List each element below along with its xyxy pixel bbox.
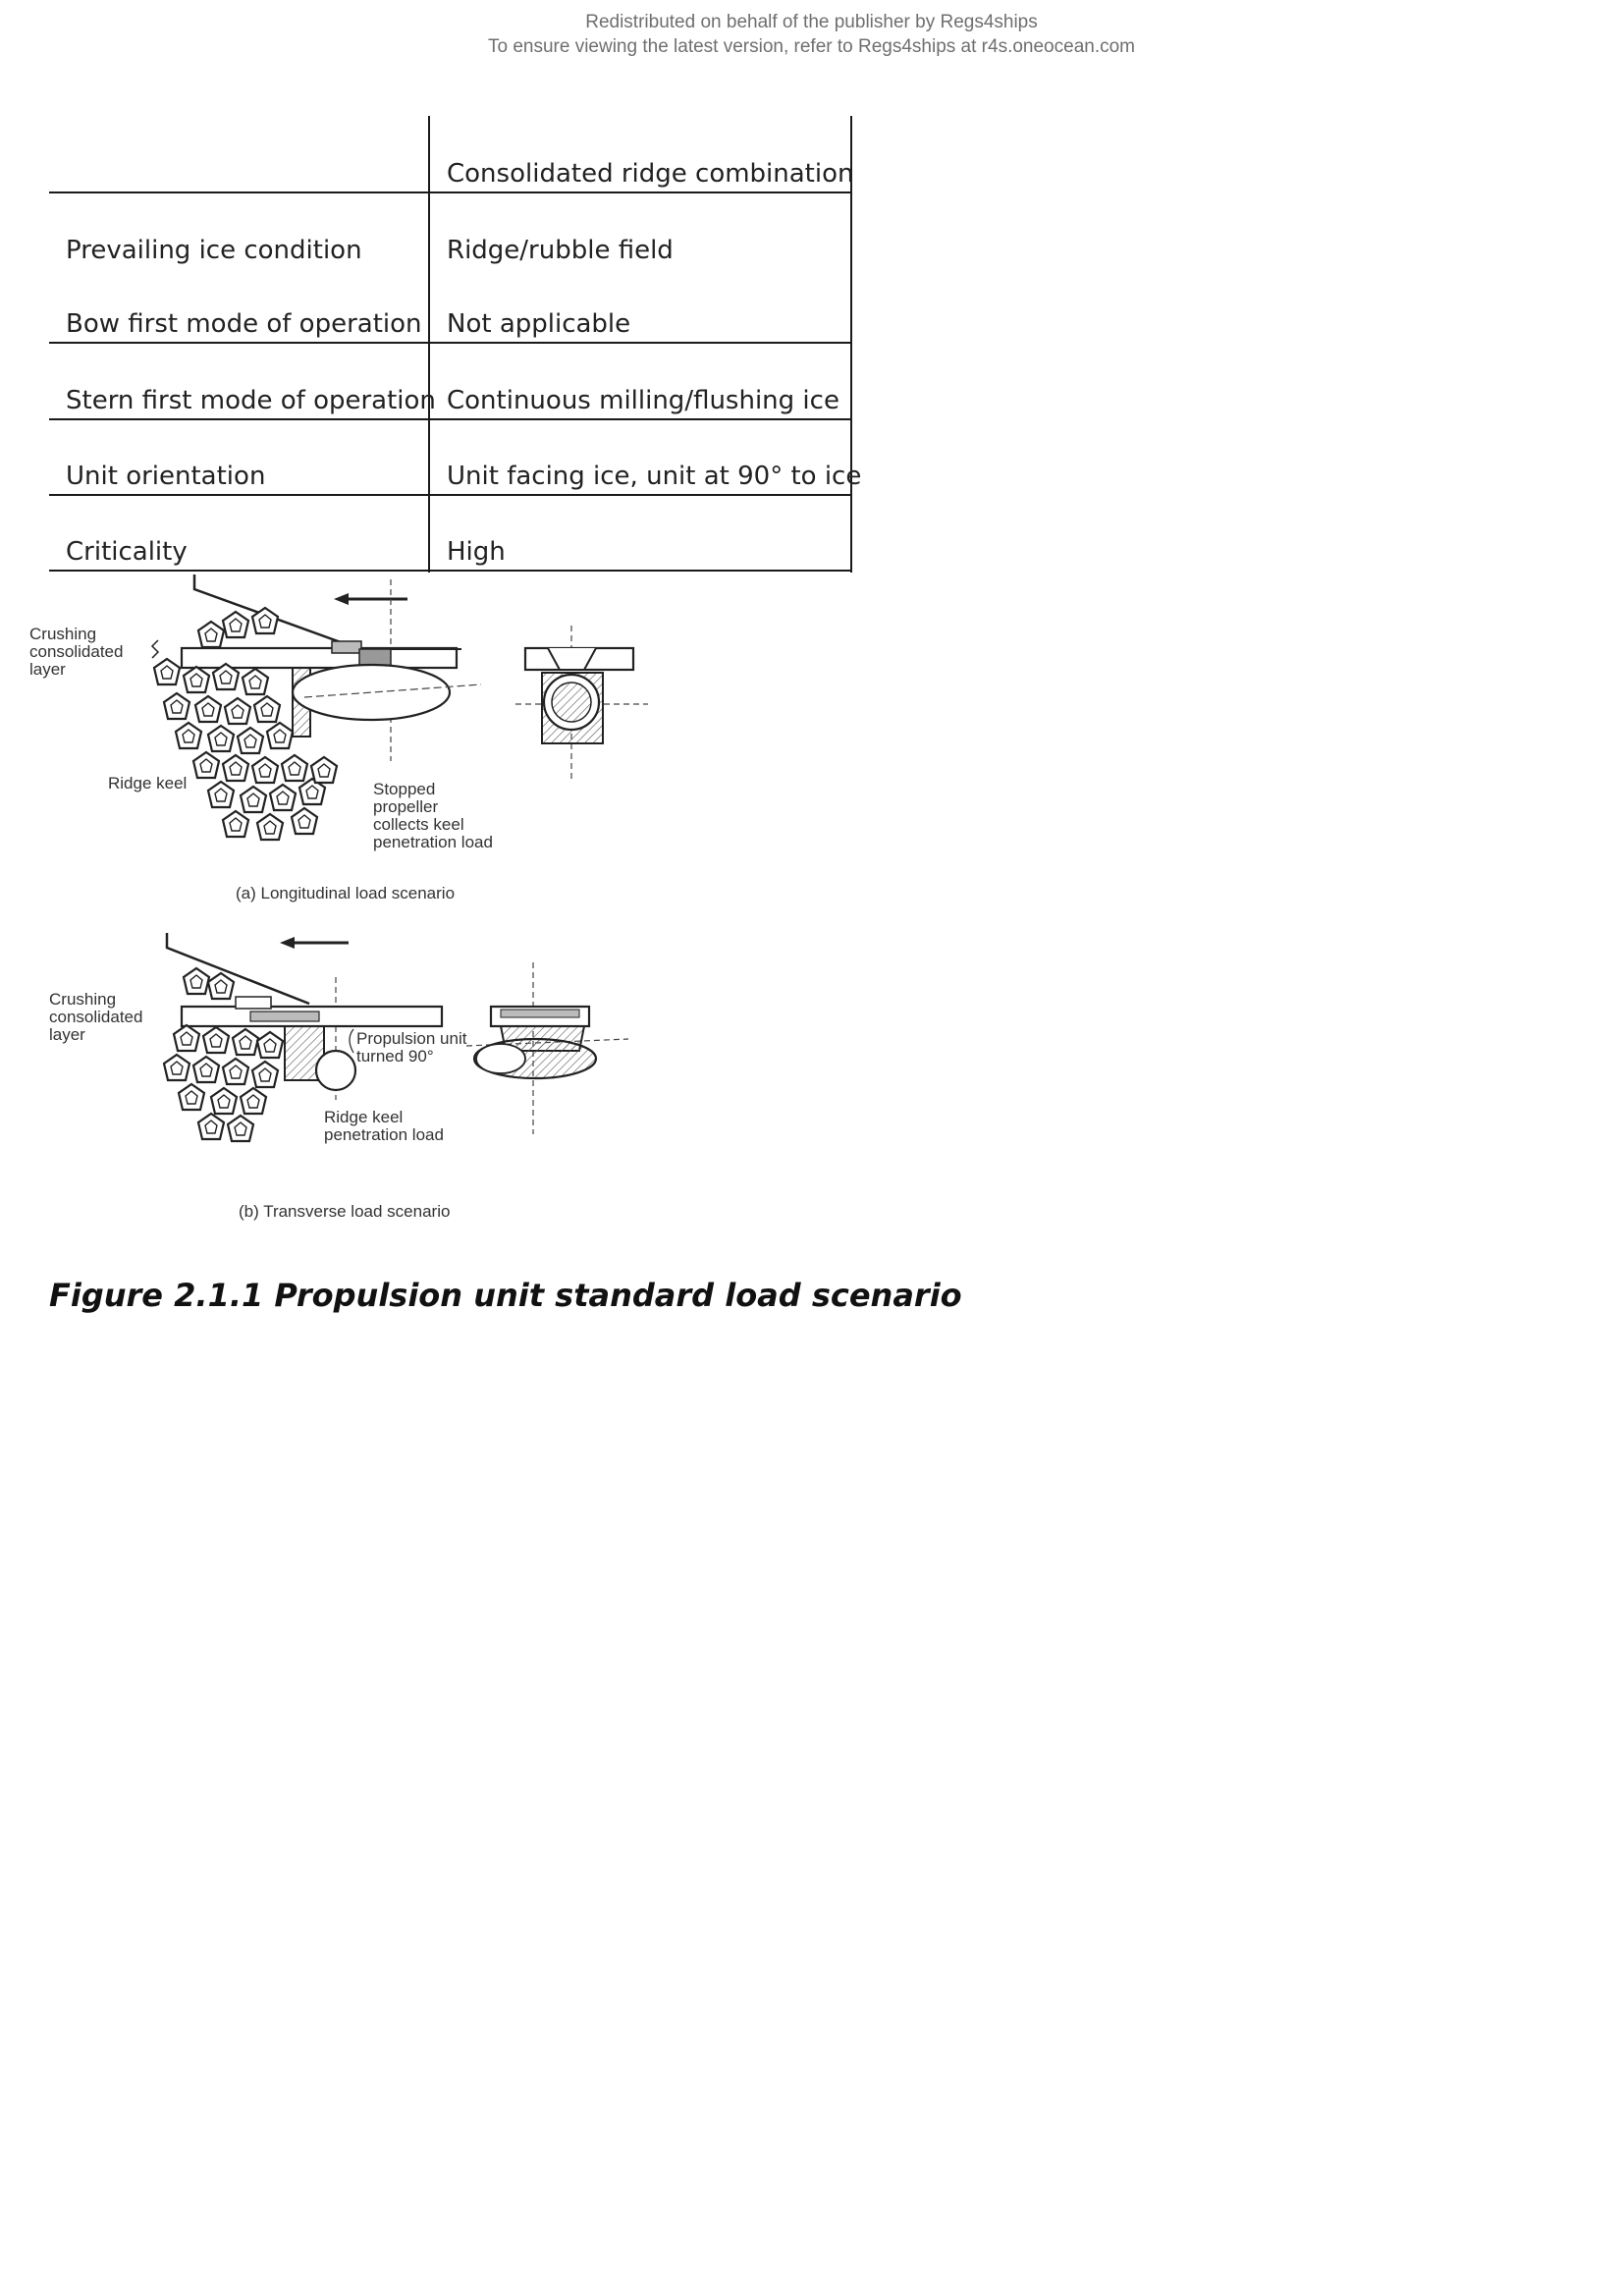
table-rule bbox=[49, 342, 852, 344]
label-propeller-2: propeller bbox=[373, 797, 439, 816]
row-value-stern-first: Continuous milling/flushing ice bbox=[447, 386, 839, 415]
figure-caption: Figure 2.1.1 Propulsion unit standard load scenario bbox=[49, 1277, 962, 1314]
watermark-line-2: To ensure viewing the latest version, refer to Regs4ships at r4s.oneocean.com bbox=[487, 36, 1136, 57]
row-value-bow-first: Not applicable bbox=[447, 309, 631, 339]
propeller-pod bbox=[293, 665, 450, 720]
label-crushing-b-3: layer bbox=[49, 1025, 85, 1044]
label-unit-turned-2: turned 90° bbox=[356, 1047, 434, 1066]
row-value-criticality: High bbox=[447, 537, 506, 567]
row-value-unit-orientation: Unit facing ice, unit at 90° to ice bbox=[447, 462, 862, 491]
table-header: Consolidated ridge combination bbox=[447, 159, 854, 189]
label-propeller-1: Stopped bbox=[373, 780, 436, 798]
arrow-head bbox=[334, 593, 349, 605]
row-label-bow-first: Bow first mode of operation bbox=[66, 309, 422, 339]
row-label-criticality: Criticality bbox=[66, 537, 188, 567]
table-rule bbox=[49, 418, 852, 420]
label-ridge-keel-b-1: Ridge keel bbox=[324, 1108, 404, 1126]
table-rule bbox=[49, 494, 852, 496]
diagram-a-longitudinal bbox=[29, 574, 648, 902]
arrow-head bbox=[280, 937, 295, 949]
diagram-b-transverse bbox=[49, 933, 628, 1221]
subcaption-b: (b) Transverse load scenario bbox=[239, 1202, 451, 1221]
label-crushing-a-3: layer bbox=[29, 660, 66, 679]
subcaption-a: (a) Longitudinal load scenario bbox=[236, 884, 456, 902]
table-rule bbox=[49, 191, 852, 193]
label-unit-turned-1: Propulsion unit bbox=[356, 1029, 467, 1048]
label-propeller-3: collects keel bbox=[373, 815, 464, 834]
load-scenario-table bbox=[0, 0, 1623, 589]
row-value-prevailing-ice: Ridge/rubble field bbox=[447, 236, 674, 265]
label-ridge-keel-a: Ridge keel bbox=[108, 774, 188, 793]
label-crushing-b-2: consolidated bbox=[49, 1008, 143, 1026]
row-label-prevailing-ice: Prevailing ice condition bbox=[66, 236, 362, 265]
side-view-b bbox=[466, 962, 628, 1134]
label-crushing-b-1: Crushing bbox=[49, 990, 117, 1009]
row-label-stern-first: Stern first mode of operation bbox=[66, 386, 436, 415]
ridge-keel-rubble bbox=[164, 968, 283, 1141]
propulsion-load-figure bbox=[29, 565, 717, 1242]
propeller-hub bbox=[316, 1051, 355, 1090]
watermark-line-1: Redistributed on behalf of the publisher by Regs4ships bbox=[585, 12, 1038, 32]
label-crushing-a-1: Crushing bbox=[29, 625, 97, 643]
label-ridge-keel-b-2: penetration load bbox=[324, 1125, 444, 1144]
row-label-unit-orientation: Unit orientation bbox=[66, 462, 266, 491]
table-divider-vertical bbox=[428, 116, 430, 573]
label-propeller-4: penetration load bbox=[373, 833, 493, 851]
front-view-a bbox=[515, 626, 648, 781]
label-crushing-a-2: consolidated bbox=[29, 642, 124, 661]
